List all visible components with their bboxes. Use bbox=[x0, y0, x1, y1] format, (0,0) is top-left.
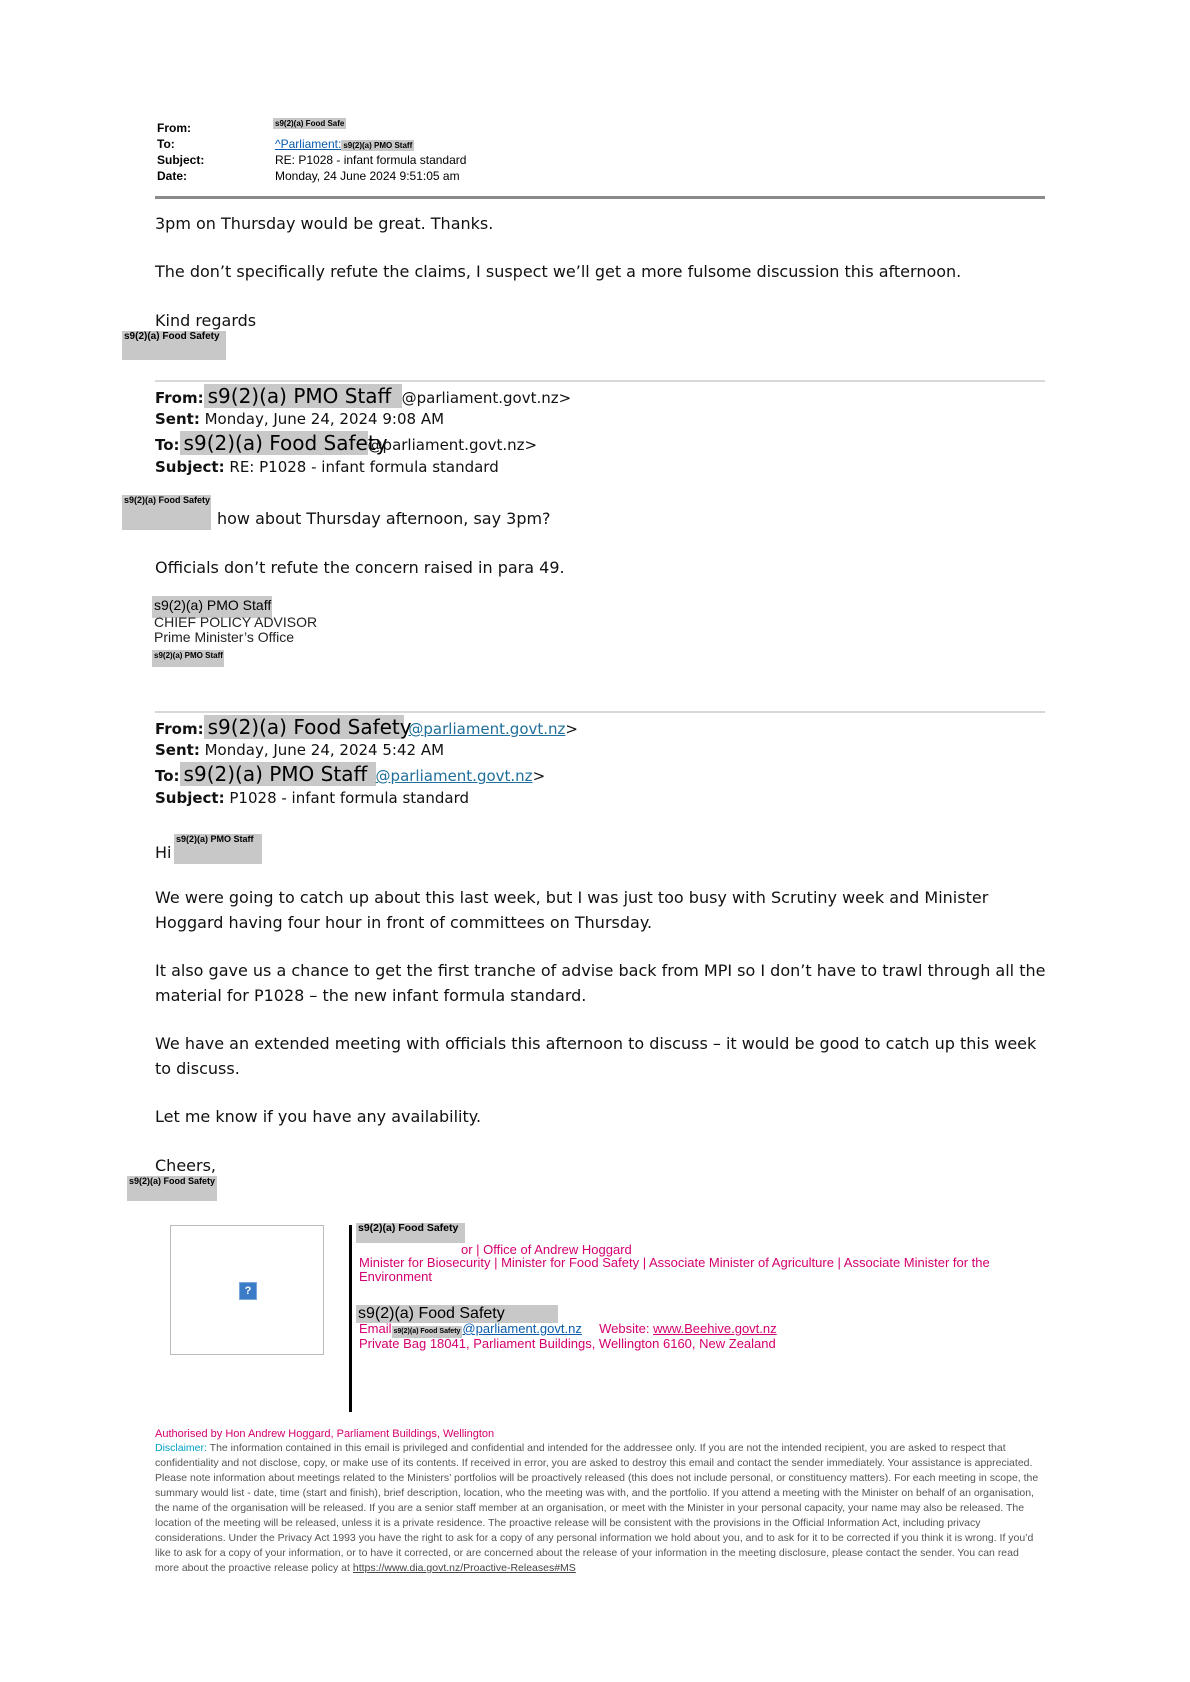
msg2-signature-office: Prime Minister’s Office bbox=[154, 629, 295, 645]
footer-disclaimer-text: The information contained in this email is privileged and confidential and intended for the addressee only. If you are not the intended recipient, you are asked to respect that confidentiality and not disclose, copy, or make use of its contents. If received in error, you are asked to destroy this email and contact the sender immediately. Your assistance is appreciated. Please note information about meetings related to the Ministers’ portfolios will be proactively released (this does not include personal, or constituency matters). For each meeting in scope, the summary would list - date, time (start and finish), brief description, location, who the meeting was with, and the portfolio. If you attend a meeting with the Minister on behalf of an organisation, the name of the organisation will be released. If you are a senior staff member at an organisation, or meet with the Minister in your personal capacity, your name may also be released. The location of the meeting will be released, unless it is a private residence. The proactive release will be consistent with the provisions in the Official Information Act, including privacy considerations. Under the Privacy Act 1993 you have the right to ask for a copy of any personal information we hold about you, and to ask for it to be corrected if you think it is wrong. If you’d like to ask for a copy of your information, or to have it corrected, or are concerned about the release of your information in the meeting disclosure, please contact the sender. You can read more about the proactive release policy at bbox=[155, 1442, 1039, 1574]
msg2-sent-label: Sent: bbox=[155, 410, 200, 428]
msg3-paragraph-4: Let me know if you have any availability. bbox=[155, 1107, 482, 1126]
msg2-greeting-redaction: s9(2)(a) Food Safety bbox=[122, 495, 211, 530]
msg3-subject-label: Subject: bbox=[155, 789, 225, 807]
header-from-redaction: s9(2)(a) Food Safe bbox=[275, 119, 345, 128]
signature-portfolios: Minister for Biosecurity | Minister for Food Safety | Associate Minister of Agriculture | Associate Minister for the Environment bbox=[359, 1255, 990, 1284]
msg2-subject-value: RE: P1028 - infant formula standard bbox=[229, 458, 499, 476]
msg2-sent-value: Monday, June 24, 2024 9:08 AM bbox=[204, 410, 445, 428]
msg3-from-row bbox=[155, 715, 578, 741]
msg2-signature-contact-redaction: s9(2)(a) PMO Staff bbox=[152, 650, 224, 667]
header-divider bbox=[155, 196, 1045, 199]
msg3-to-email-link[interactable]: @parliament.govt.nz bbox=[375, 767, 533, 785]
msg3-sent-value: Monday, June 24, 2024 5:42 AM bbox=[204, 741, 445, 759]
msg2-line2: Officials don’t refute the concern raised in para 49. bbox=[155, 558, 565, 577]
header-date-value: Monday, 24 June 2024 9:51:05 am bbox=[275, 169, 460, 183]
header-to-label: To: bbox=[157, 137, 175, 151]
signature-email-link[interactable]: @parliament.govt.nz bbox=[462, 1321, 582, 1336]
header-to-row bbox=[157, 136, 413, 152]
msg2-sent-row bbox=[155, 410, 444, 428]
msg2-from-row bbox=[155, 384, 571, 410]
msg2-signature-title: CHIEF POLICY ADVISOR bbox=[154, 614, 318, 630]
msg3-subject-row bbox=[155, 789, 469, 807]
msg3-paragraph-1: We were going to catch up about this last week, but I was just too busy with Scrutiny week and Minister Hoggard having four hour in front of committees on Thursday. bbox=[155, 888, 989, 932]
message-divider-1 bbox=[155, 380, 1045, 382]
msg3-signature-redaction: s9(2)(a) Food Safety bbox=[127, 1176, 217, 1201]
signature-website-label: Website: bbox=[599, 1321, 650, 1336]
msg2-signature bbox=[152, 596, 317, 667]
msg3-from-bracket: > bbox=[565, 720, 578, 738]
footer-disclaimer-label: Disclaimer: bbox=[155, 1442, 207, 1454]
signature-role: or | Office of Andrew Hoggard bbox=[461, 1242, 632, 1257]
msg3-from-redaction: s9(2)(a) Food Safety bbox=[204, 715, 404, 739]
msg3-closing: Cheers, bbox=[155, 1156, 216, 1175]
msg3-greeting: Hi bbox=[155, 843, 172, 862]
msg2-from-domain: @parliament.govt.nz> bbox=[401, 389, 572, 407]
msg2-signature-name-redaction: s9(2)(a) PMO Staff bbox=[152, 596, 272, 618]
header-subject-label: Subject: bbox=[157, 153, 205, 167]
msg2-line1: how about Thursday afternoon, say 3pm? bbox=[217, 509, 551, 528]
msg3-from-email-link[interactable]: @parliament.govt.nz bbox=[408, 720, 566, 738]
msg3-subject-value: P1028 - infant formula standard bbox=[229, 789, 470, 807]
msg2-from-label: From: bbox=[155, 389, 204, 407]
msg3-paragraph-3: We have an extended meeting with officials this afternoon to discuss – it would be good to catch up this week to discuss. bbox=[155, 1034, 1037, 1078]
msg3-to-label: To: bbox=[155, 767, 180, 785]
msg2-subject-label: Subject: bbox=[155, 458, 225, 476]
signature-name-redaction: s9(2)(a) Food Safety bbox=[356, 1223, 465, 1243]
footer-policy-link[interactable]: https://www.dia.govt.nz/Proactive-Releases#MS bbox=[352, 1562, 576, 1574]
msg3-sent-label: Sent: bbox=[155, 741, 200, 759]
signature-email-redaction: s9(2)(a) Food Safety bbox=[392, 1326, 463, 1338]
signature-vertical-rule bbox=[349, 1225, 352, 1412]
broken-image-icon: ? bbox=[239, 1282, 257, 1300]
signature-address: Private Bag 18041, Parliament Buildings, Wellington 6160, New Zealand bbox=[359, 1336, 776, 1351]
header-date-label: Date: bbox=[157, 169, 188, 183]
header-from-label: From: bbox=[157, 121, 191, 135]
footer-disclaimer bbox=[155, 1441, 1040, 1576]
msg2-to-label: To: bbox=[155, 436, 180, 454]
msg3-from-label: From: bbox=[155, 720, 204, 738]
signature-contact-redaction: s9(2)(a) Food Safety bbox=[356, 1305, 558, 1323]
reply1-line2: The don’t specifically refute the claims, I suspect we’ll get a more fulsome discussion this afternoon. bbox=[155, 262, 962, 281]
msg2-to-redaction: s9(2)(a) Food Safety bbox=[180, 431, 368, 455]
header-subject-value: RE: P1028 - infant formula standard bbox=[275, 153, 467, 167]
msg3-to-bracket: > bbox=[532, 767, 546, 785]
header-date-row bbox=[157, 168, 460, 184]
msg3-to-row bbox=[155, 762, 545, 788]
signature-website-link[interactable]: www.Beehive.govt.nz bbox=[653, 1321, 777, 1336]
message-divider-2 bbox=[155, 711, 1045, 713]
msg3-to-redaction: s9(2)(a) PMO Staff bbox=[180, 762, 376, 786]
signature-image-box bbox=[170, 1225, 324, 1355]
msg2-subject-row bbox=[155, 458, 499, 476]
email-header bbox=[157, 119, 467, 184]
footer-authorised: Authorised by Hon Andrew Hoggard, Parliament Buildings, Wellington bbox=[155, 1428, 495, 1440]
header-subject-row bbox=[157, 152, 467, 168]
msg2-to-domain: @parliament.govt.nz> bbox=[367, 436, 538, 454]
msg3-greeting-redaction: s9(2)(a) PMO Staff bbox=[174, 834, 262, 864]
header-to-link[interactable]: ^Parliament: bbox=[275, 137, 342, 151]
msg2-to-row bbox=[155, 431, 537, 457]
msg2-from-redaction: s9(2)(a) PMO Staff bbox=[204, 384, 402, 408]
header-from-row bbox=[157, 119, 345, 136]
reply1-line1: 3pm on Thursday would be great. Thanks. bbox=[155, 214, 494, 233]
header-to-redaction: s9(2)(a) PMO Staff bbox=[343, 141, 413, 150]
msg3-paragraph-2: It also gave us a chance to get the first tranche of advise back from MPI so I don’t have to trawl through all the material for P1028 – the new infant formula standard. bbox=[155, 961, 1046, 1005]
signature-email-label: Email bbox=[359, 1321, 392, 1336]
msg3-sent-row bbox=[155, 741, 444, 759]
reply1-signature-redaction: s9(2)(a) Food Safety bbox=[122, 331, 226, 360]
reply1-closing: Kind regards bbox=[155, 311, 257, 330]
